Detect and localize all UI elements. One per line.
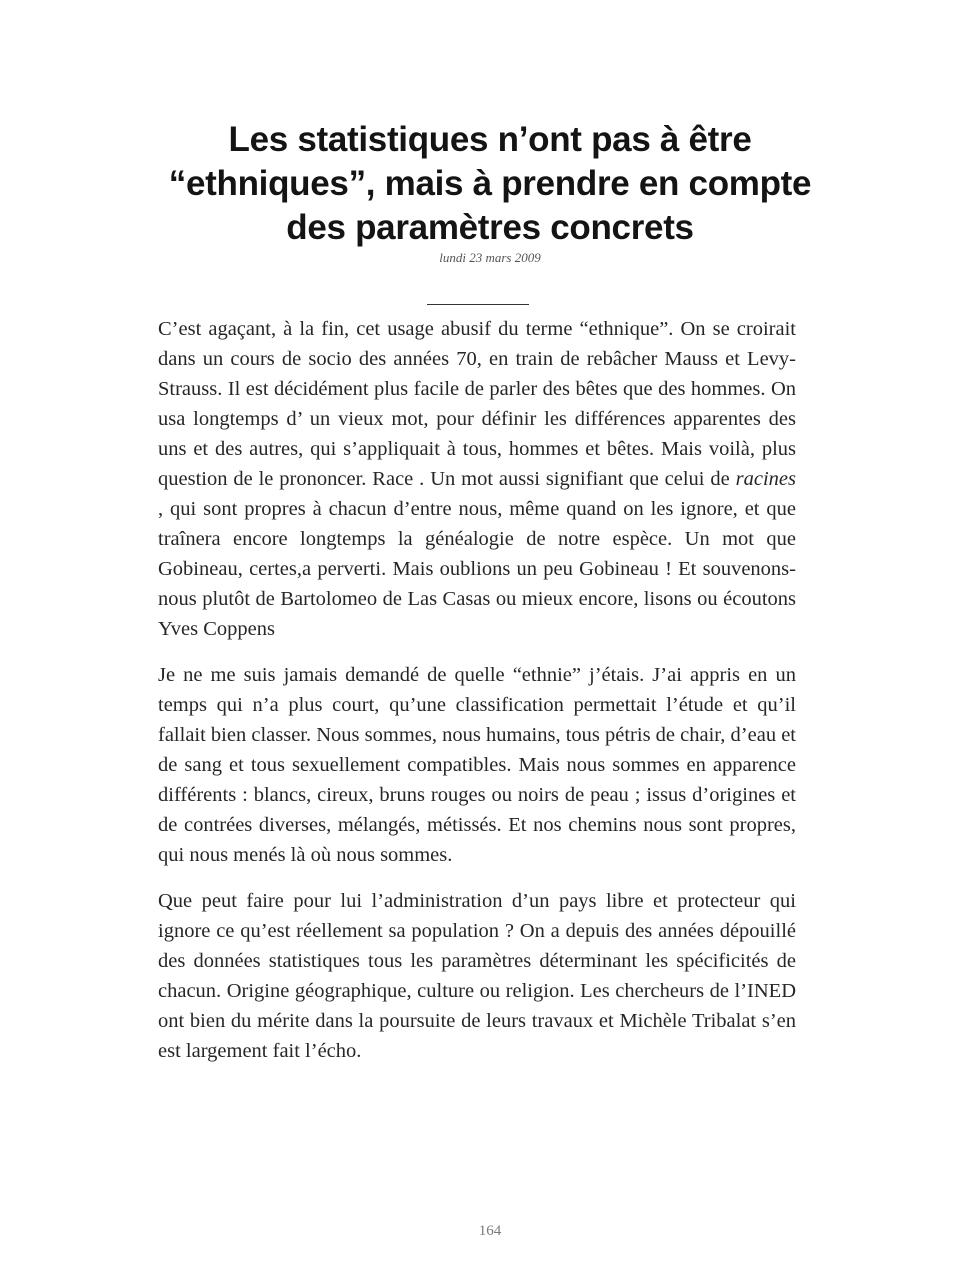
title-line: des paramètres concrets — [286, 208, 694, 247]
title-line: “ethniques”, mais à prendre en compte — [168, 164, 812, 203]
paragraph-text: , qui sont propres à chacun d’entre nous, même quand on les ignore, et que traînera encore longtemps la généalogie de notre espèce. Un mot que Gobineau, certes,a perverti. Mais oublions un peu Gobineau ! Et souvenons-nous plutôt de Bartolomeo de Las Casas ou mieux encore, lisons ou écoutons Yves Coppens — [158, 498, 796, 640]
separator-rule — [427, 304, 529, 305]
paragraph: Que peut faire pour lui l’administration d’un pays libre et protecteur qui ignore ce qu’est réellement sa population ? On a depuis des années dépouillé des données statistiques tous les paramètres déterminant les spécificités de chacun. Origine géographique, culture ou religion. Les chercheurs de l’INED ont bien du mérite dans la poursuite de leurs travaux et Michèle Tribalat s’en est largement fait l’écho. — [158, 890, 796, 1062]
article-body — [158, 314, 796, 1082]
paragraph: Je ne me suis jamais demandé de quelle “ethnie” j’étais. J’ai appris en un temps qui n’a plus court, qu’une classification permettait l’étude et qu’il fallait bien classer. Nous sommes, nous humains, tous pétris de chair, d’eau et de sang et tous sexuellement compatibles. Mais nous sommes en apparence différents : blancs, cireux, bruns rouges ou noirs de peau ; issus d’origines et de contrées diverses, mélangés, métissés. Et nos chemins nous sont propres, qui nous menés là où nous sommes. — [158, 664, 796, 866]
paragraph-text: C’est agaçant, à la fin, cet usage abusif du terme “ethnique”. On se croirait dans un cours de socio des années 70, en train de rebâcher Mauss et Levy-Strauss. Il est décidément plus facile de parler des bêtes que des hommes. On usa longtemps d’ un vieux mot, pour définir les différences apparentes des uns et des autres, qui s’appliquait à tous, hommes et bêtes. Mais voilà, plus question de le prononcer. Race . Un mot aussi signifiant que celui de — [158, 318, 796, 490]
title-line: Les statistiques n’ont pas à être — [228, 120, 752, 159]
emphasized-word: racines — [735, 468, 796, 490]
article-title — [120, 118, 860, 250]
article-date: lundi 23 mars 2009 — [439, 250, 541, 265]
page-number: 164 — [478, 1223, 502, 1239]
paragraph — [158, 314, 796, 644]
